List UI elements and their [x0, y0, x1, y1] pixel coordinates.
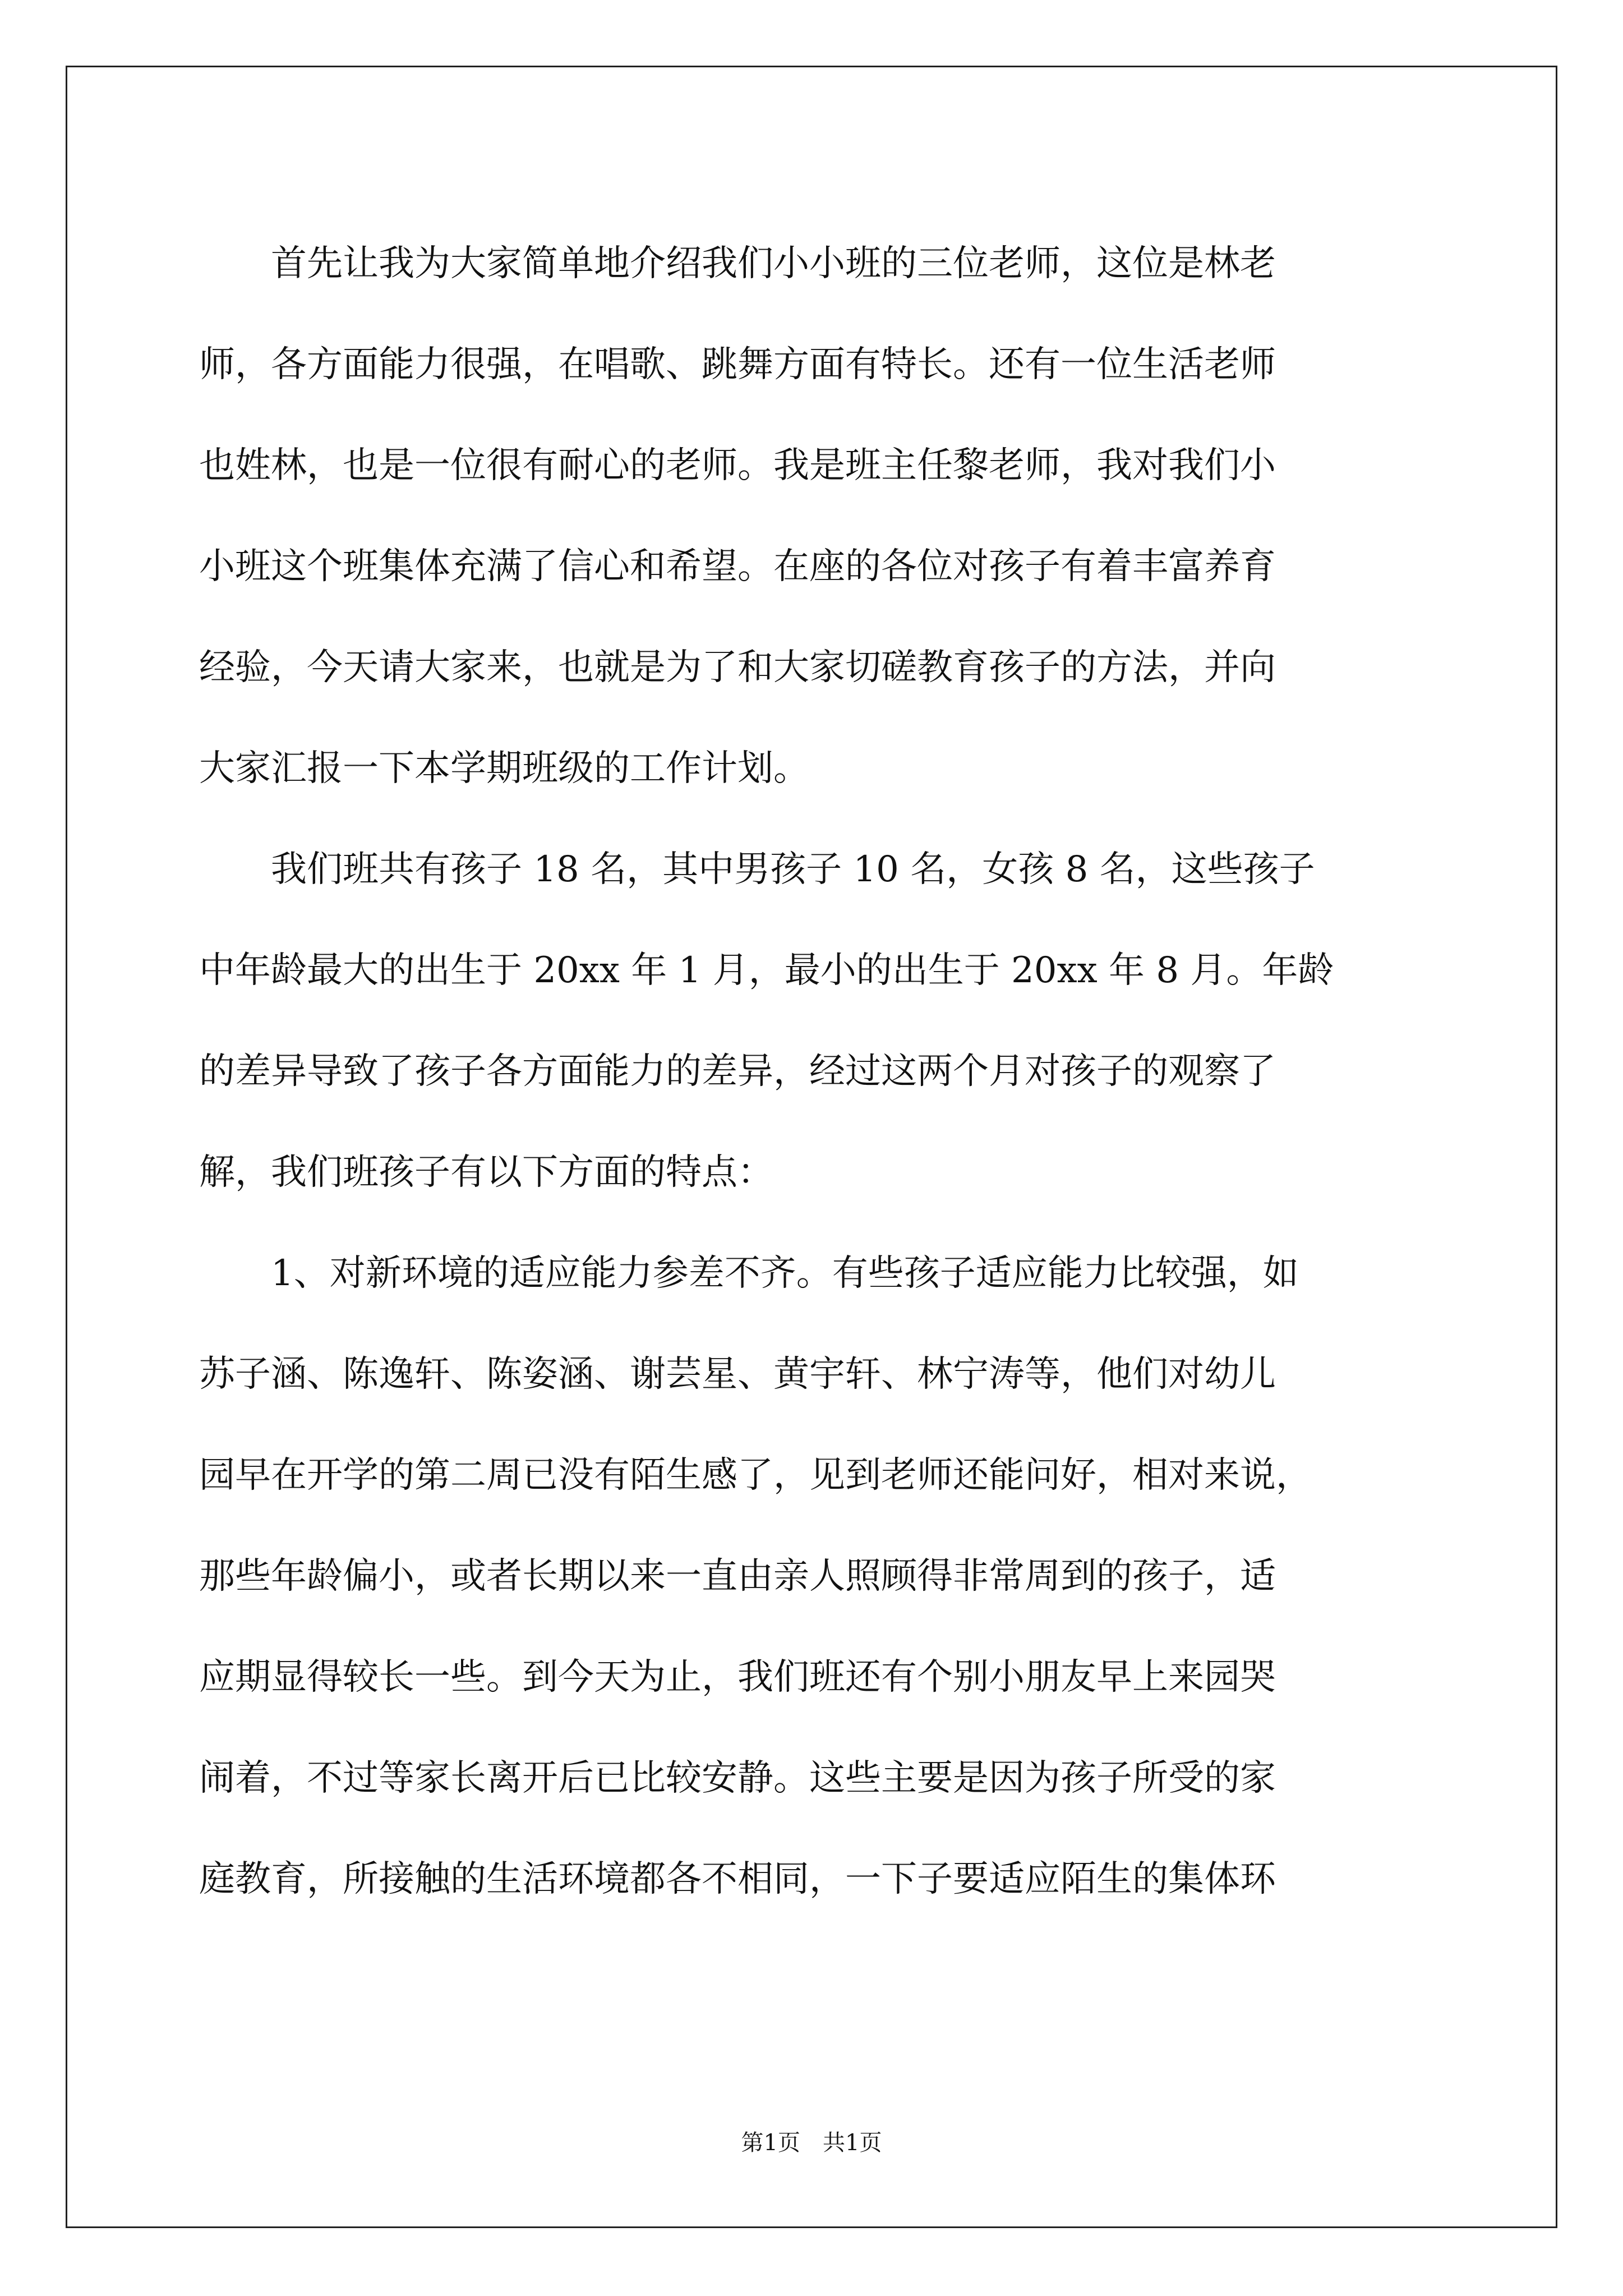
text-line: 我们班共有孩子 18 名，其中男孩子 10 名，女孩 8 名，这些孩子 [199, 849, 1315, 890]
text-line: 苏子涵、陈逸轩、陈姿涵、谢芸星、黄宇轩、林宁涛等，他们对幼儿 [199, 1354, 1276, 1395]
text-line: 解，我们班孩子有以下方面的特点： [199, 1152, 773, 1193]
page-number-total: 共1页 [823, 2130, 882, 2156]
text-line: 庭教育，所接触的生活环境都各不相同，一下子要适应陌生的集体环 [199, 1858, 1276, 1900]
text-line: 经验，今天请大家来，也就是为了和大家切磋教育孩子的方法，并向 [199, 647, 1276, 688]
page-number-current: 第1页 [741, 2130, 800, 2156]
text-line: 小班这个班集体充满了信心和希望。在座的各位对孩子有着丰富养育 [199, 546, 1276, 587]
text-line: 的差异导致了孩子各方面能力的差异，经过这两个月对孩子的观察了 [199, 1051, 1276, 1092]
text-line: 师，各方面能力很强，在唱歌、跳舞方面有特长。还有一位生活老师 [199, 344, 1276, 385]
text-line: 1、对新环境的适应能力参差不齐。有些孩子适应能力比较强，如 [199, 1253, 1299, 1294]
text-line: 大家汇报一下本学期班级的工作计划。 [199, 748, 809, 789]
text-line: 首先让我为大家简单地介绍我们小小班的三位老师，这位是林老 [199, 243, 1276, 284]
text-line: 也姓林，也是一位很有耐心的老师。我是班主任黎老师，我对我们小 [199, 445, 1276, 486]
text-line: 园早在开学的第二周已没有陌生感了，见到老师还能问好，相对来说， [199, 1455, 1312, 1496]
text-line: 应期显得较长一些。到今天为止，我们班还有个别小朋友早上来园哭 [199, 1657, 1276, 1698]
text-line: 闹着，不过等家长离开后已比较安静。这些主要是因为孩子所受的家 [199, 1757, 1276, 1799]
document-body [199, 213, 1427, 1930]
text-line: 那些年龄偏小，或者长期以来一直由亲人照顾得非常周到的孩子，适 [199, 1556, 1276, 1597]
page-footer [0, 2126, 1623, 2160]
text-line: 中年龄最大的出生于 20xx 年 1 月，最小的出生于 20xx 年 8 月。年龄 [199, 950, 1334, 991]
